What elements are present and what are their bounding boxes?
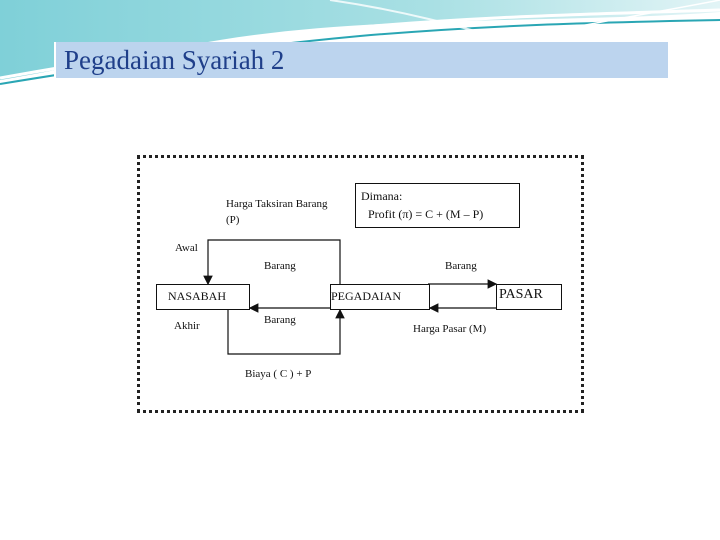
profit-formula: Profit (π) = C + (M – P)	[368, 207, 484, 221]
harga-pasar-label: Harga Pasar (M)	[413, 323, 487, 335]
harga-taksiran-label	[226, 196, 327, 228]
dimana-line1: Dimana:	[361, 189, 403, 203]
barang-label-top-left: Barang	[264, 260, 296, 272]
pasar-label: PASAR	[499, 287, 543, 302]
nasabah-box	[156, 284, 250, 310]
barang-label-top-right: Barang	[445, 260, 477, 272]
akhir-label: Akhir	[174, 320, 200, 332]
pasar-box	[496, 284, 562, 310]
dimana-box	[355, 183, 520, 228]
nasabah-label: NASABAH	[168, 289, 227, 303]
harga-taksiran-line2: (P)	[226, 214, 240, 226]
harga-taksiran-line1: Harga Taksiran Barang	[226, 198, 328, 210]
slide-title: Pegadaian Syariah 2	[64, 45, 285, 75]
pegadaian-box	[330, 284, 430, 310]
awal-label: Awal	[175, 242, 198, 254]
biaya-label: Biaya ( C ) + P	[245, 368, 312, 380]
pegadaian-label: PEGADAIAN	[331, 289, 401, 303]
barang-label-bottom: Barang	[264, 314, 296, 326]
